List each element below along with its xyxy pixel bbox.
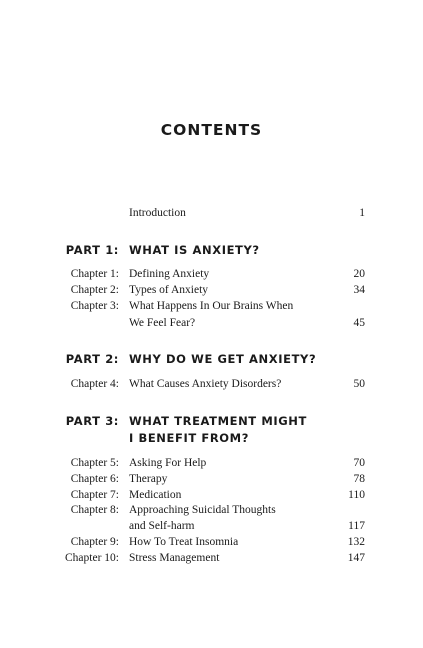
toc-entry-page: 1 [359,207,365,219]
chapter-number: Chapter 5: [70,457,119,469]
chapter-number: Chapter 3: [70,300,119,312]
part-title: WHAT IS ANXIETY? [129,243,260,257]
part-label: PART 2: [65,352,119,366]
chapter-number: Chapter 6: [70,473,119,485]
chapter-title: Defining Anxiety [129,268,210,280]
chapter-number: Chapter 10: [65,552,119,564]
chapter-title: Approaching Suicidal Thoughts [129,504,276,516]
chapter-number: Chapter 2: [70,284,119,296]
chapter-page: 45 [353,317,365,329]
part-title: WHY DO WE GET ANXIETY? [129,352,317,366]
part-title: I BENEFIT FROM? [129,431,249,445]
chapter-page: 132 [347,536,365,548]
chapter-title: What Causes Anxiety Disorders? [129,378,282,390]
part-label: PART 3: [65,414,119,428]
chapter-title: and Self-harm [129,520,195,532]
toc-entry-title: Introduction [129,207,186,219]
chapter-page: 117 [348,520,365,532]
part-label: PART 1: [65,243,119,257]
chapter-page: 110 [348,489,365,501]
chapter-title: Asking For Help [129,457,207,469]
chapter-title: What Happens In Our Brains When [129,300,294,312]
chapter-page: 50 [353,378,365,390]
chapter-title: Medication [129,489,182,501]
chapter-page: 78 [353,473,365,485]
chapter-title: Types of Anxiety [129,284,209,296]
chapter-title: How To Treat Insomnia [129,536,239,548]
chapter-page: 147 [347,552,365,564]
chapter-page: 70 [353,457,365,469]
chapter-number: Chapter 8: [70,504,119,516]
chapter-number: Chapter 1: [70,268,119,280]
chapter-number: Chapter 9: [70,536,119,548]
chapter-page: 20 [353,268,365,280]
chapter-title: Stress Management [129,552,220,564]
chapter-title: We Feel Fear? [129,317,196,329]
chapter-number: Chapter 7: [70,489,119,501]
part-title: WHAT TREATMENT MIGHT [129,414,307,428]
chapter-number: Chapter 4: [70,378,119,390]
contents-title: CONTENTS [160,121,263,139]
chapter-title: Therapy [129,473,168,485]
chapter-page: 34 [353,284,365,296]
